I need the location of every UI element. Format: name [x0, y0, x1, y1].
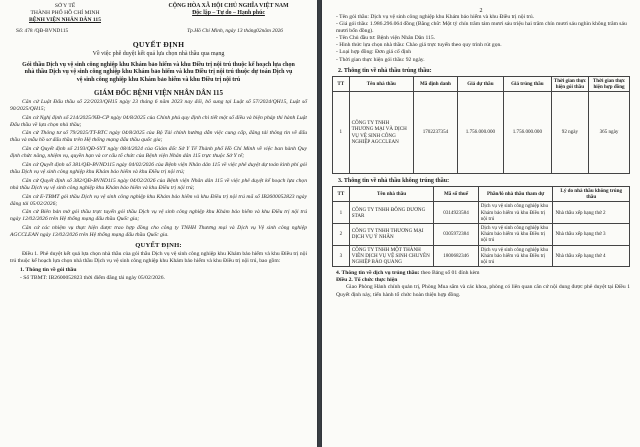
table-header: Tên nhà thầu — [349, 187, 434, 202]
article-2: Điều 2. Tổ chức thực hiện — [336, 277, 398, 284]
agency-line: THÀNH PHỐ HỒ CHÍ MINH — [30, 10, 100, 16]
package-info-line: - Loại hợp đồng: Đơn giá cố định — [336, 49, 412, 56]
package-info-line: - Tên Chủ đầu tư: Bệnh viện Nhân Dân 115. — [336, 35, 436, 42]
legal-basis: Căn cứ Nghị định số 214/2025/NĐ-CP ngày 04/8/2025 của Chính phủ quy định chi tiết một số điều và biện pháp thi hành Luật Đấu thầu về lựa chọn nhà thầu; — [10, 114, 307, 128]
legal-basis: Căn cứ Biên bản mở gói thầu trực tuyến gói thầu Dịch vụ vệ sinh công nghiệp khu Khám bảo hiểm và khu Điều trị nội trú ngày 12/02/2026 trên Hệ thống mạng đấu thầu Quốc gia; — [10, 209, 307, 223]
legal-basis: Căn cứ Quyết định số 382/QĐ-BVND115 ngày 04/02/2026 của Bệnh viện Nhân dân 115 về việc phê duyệt kế hoạch lựa chọn nhà thầu Dịch vụ vệ sinh công nghiệp khu Khám bảo hiểm và khu Điều trị nội trú; — [10, 177, 307, 191]
table-cell: Nhà thầu xếp hạng thứ 2 — [553, 202, 630, 224]
legal-basis: Căn cứ Quyết định số 381/QĐ-BVND115 ngày 04/02/2026 của Bệnh viện Nhân dân 115 về việc phê duyệt dự toán kinh phí gói thầu Dịch vụ vệ sinh công nghiệp khu Khám bảo hiểm và khu Điều trị nội trú; — [10, 161, 307, 176]
table-cell: CÔNG TY TNHH THƯƠNG MẠI DỊCH VỤ Ý NHÂN — [349, 224, 434, 246]
table-cell: 1.756.000.000 — [457, 92, 503, 174]
legal-basis: Căn cứ Luật Đấu thầu số 22/2023/QH15 ngày 23 tháng 6 năm 2023 nay đổi, bổ sung tại Luật số 57/2024/QH15, Luật số 90/2025/QH15; — [10, 98, 307, 112]
decides-heading: QUYẾT ĐỊNH: — [135, 242, 182, 250]
agency-block — [10, 3, 120, 24]
page-number: 2 — [479, 8, 483, 14]
national-title: CỘNG HÒA XÃ HỘI CHỦ NGHĨA VIỆT NAM — [168, 3, 289, 9]
table-cell: 1702237354 — [414, 92, 458, 174]
legal-basis: Căn cứ E-TBMT gói thầu Dịch vụ vệ sinh công nghiệp khu Khám bảo hiểm và khu Điều trị nội trú mã số IB2600052823 ngày đăng tải 05/02/2026; — [10, 193, 307, 207]
table-cell: 3 — [333, 245, 350, 267]
package-title: Gói thầu Dịch vụ vệ sinh công nghiệp khu Khám bảo hiểm và khu Điều trị nội trú thuộc kế hoạch lựa chọn nhà thầu Dịch vụ vệ sinh công nghiệp khu Khám bảo hiểm và khu Điều trị nội trú thuộc dự toán Dịch vụ vệ sinh công nghiệp khu Khám bảo hiểm và khu Điều trị nội trú — [22, 62, 295, 83]
table-cell: 1 — [333, 92, 350, 174]
agency-line: SỞ Y TẾ — [54, 3, 76, 9]
package-info-line: - Thời gian thực hiện gói thầu: 92 ngày. — [336, 56, 425, 63]
table-header: TT — [333, 76, 350, 91]
table-cell: 92 ngày — [551, 92, 588, 174]
table-cell: Nhà thầu xếp hạng thứ 4 — [553, 245, 630, 267]
table-row — [333, 92, 630, 174]
table-header: Thời gian thực hiện hợp đồng — [589, 76, 630, 91]
section-4-text: theo Bảng số 01 đính kèm — [419, 270, 480, 277]
document-number: Số: 478 /QĐ-BVND115 — [16, 28, 69, 34]
table-header: Mã định danh — [414, 76, 458, 91]
table-cell: 0314923584 — [434, 202, 478, 224]
national-motto: Độc lập – Tự do – Hạnh phúc — [192, 10, 265, 17]
table-row — [333, 202, 630, 224]
table-cell: Nhà thầu xếp hạng thứ 3 — [553, 224, 630, 246]
table-header: Mã số thuế — [434, 187, 478, 202]
document-page-2 — [322, 0, 640, 447]
table-row — [333, 224, 630, 246]
decision-subtitle: Về việc phê duyệt kết quả lựa chọn nhà thầu qua mạng — [92, 51, 225, 57]
document-date: Tp.Hồ Chí Minh, ngày 13 tháng02năm 2026 — [187, 28, 283, 34]
table-cell: 365 ngày — [589, 92, 630, 174]
table-header: Thời gian thực hiện gói thầu — [551, 76, 588, 91]
section-2-heading: 2. Thông tin về nhà thầu trúng thầu: — [338, 67, 432, 74]
table-row — [333, 245, 630, 267]
table-cell: CÔNG TY TNHH MỘT THÀNH VIÊN DỊCH VỤ VỆ SINH CHUYÊN NGHIỆP BẢO QUANG — [349, 245, 434, 267]
table-header: TT — [333, 187, 350, 202]
winner-table — [332, 76, 630, 174]
table-cell: Dịch vụ vệ sinh công nghiệp khu Khám bảo hiểm và khu Điều trị nội trú — [478, 245, 553, 267]
table-cell: 1800682346 — [434, 245, 478, 267]
table-cell: 1 — [333, 202, 350, 224]
table-header-row — [333, 187, 630, 202]
implementation-paragraph: Giao Phòng Hành chính quản trị, Phòng Mua sắm và các khoa, phòng có liên quan căn cứ nội dung được phê duyệt tại Điều 1 Quyết định này, tiến hành tổ chức hoàn thiện hợp đồng. — [336, 284, 630, 298]
section-4-heading: 4. Thông tin về dịch vụ trúng thầu: — [336, 270, 420, 277]
losing-bidders-table — [332, 186, 630, 267]
section-1-heading: 1. Thông tin về gói thầu — [20, 266, 77, 273]
table-cell: 2 — [333, 224, 350, 246]
article-1: Điều 1. Phê duyệt kết quả lựa chọn nhà thầu của gói thầu Dịch vụ vệ sinh công nghiệp khu Khám bảo hiểm và khu Điều trị nội trú thuộc kế hoạch lựa chọn nhà thầu Dịch vụ vệ sinh công nghiệp khu Khám bảo hiểm và khu Điều trị nội trú, bao gồm: — [10, 250, 307, 264]
table-header: Lý do nhà thầu không trúng thầu — [553, 187, 630, 202]
document-meta — [0, 24, 317, 34]
legal-basis: Căn cứ Thông tư số 79/2025/TT-BTC ngày 04/8/2025 của Bộ Tài chính hướng dẫn việc cung cấp, đăng tải thông tin về đấu thầu và mẫu hồ sơ đấu thầu trên Hệ thống mạng đấu thầu quốc gia; — [10, 130, 307, 144]
decision-title: QUYẾT ĐỊNH — [132, 40, 185, 49]
national-motto-block — [146, 3, 311, 24]
document-page-1 — [0, 0, 317, 447]
table-header: Tên nhà thầu — [349, 76, 413, 91]
table-header-row — [333, 76, 630, 91]
table-cell: CÔNG TY TNHH ĐÔNG DƯƠNG STAR — [349, 202, 434, 224]
legal-basis: Căn cứ Quyết định số 2193/QĐ-SYT ngày 08/4/2024 của Giám đốc Sở Y Tế Thành phố Hồ Chí Minh về việc ban hành Quy định chức năng, nhiệm vụ, quyền hạn và cơ cấu tổ chức của Bệnh viện Nhân dân 115 trực thuộc Sở Y tế; — [10, 146, 307, 160]
section-3-heading: 3. Thông tin về nhà thầu không trúng thầu: — [338, 178, 450, 185]
director-heading: GIÁM ĐỐC BỆNH VIỆN NHÂN DÂN 115 — [94, 89, 223, 98]
table-cell: Dịch vụ vệ sinh công nghiệp khu Khám bảo hiểm và khu Điều trị nội trú — [478, 224, 553, 246]
table-header: Phần/lô nhà thầu tham dự — [478, 187, 553, 202]
table-cell: 1.756.000.000 — [503, 92, 551, 174]
package-info-line: - Tên gói thầu: Dịch vụ vệ sinh công nghiệp khu Khám bảo hiểm và khu Điều trị nội trú. — [336, 14, 535, 20]
package-info-line: - Giá gói thầu: 1.986.296.064 đồng (Bằng chữ: Một tỷ chín trăm tám mươi sáu triệu hai trăm chín mươi sáu nghìn không trăm sáu mươi bốn đồng). — [336, 21, 627, 35]
package-info-line: - Hình thức lựa chọn nhà thầu: Chào giá trực tuyến theo quy trình rút gọn. — [336, 42, 502, 49]
table-cell: CÔNG TY TNHH THƯƠNG MẠI VÀ DỊCH VỤ VỆ SINH CÔNG NGHIỆP AGCCLEAN — [349, 92, 413, 174]
legal-basis: Căn cứ các nhiệm vụ thực hiện được trao hợp đồng cho công ty TNHH Thương mại và Dịch vụ Vệ sinh công nghiệp AGCCLEAN ngày 13/02/2026 trên Hệ thống mạng đấu thầu Quốc gia. — [10, 225, 307, 239]
hospital-name: BỆNH VIỆN NHÂN DÂN 115 — [28, 17, 101, 23]
document-header — [0, 0, 317, 24]
table-cell: Dịch vụ vệ sinh công nghiệp khu Khám bảo hiểm và khu Điều trị nội trú — [478, 202, 553, 224]
table-header: Giá dự thầu — [457, 76, 503, 91]
tbmt-line: - Số TBMT: IB2600052823 thời điểm đăng tải ngày 05/02/2026. — [20, 275, 165, 282]
table-header: Giá trúng thầu — [503, 76, 551, 91]
table-cell: 0305972384 — [434, 224, 478, 246]
